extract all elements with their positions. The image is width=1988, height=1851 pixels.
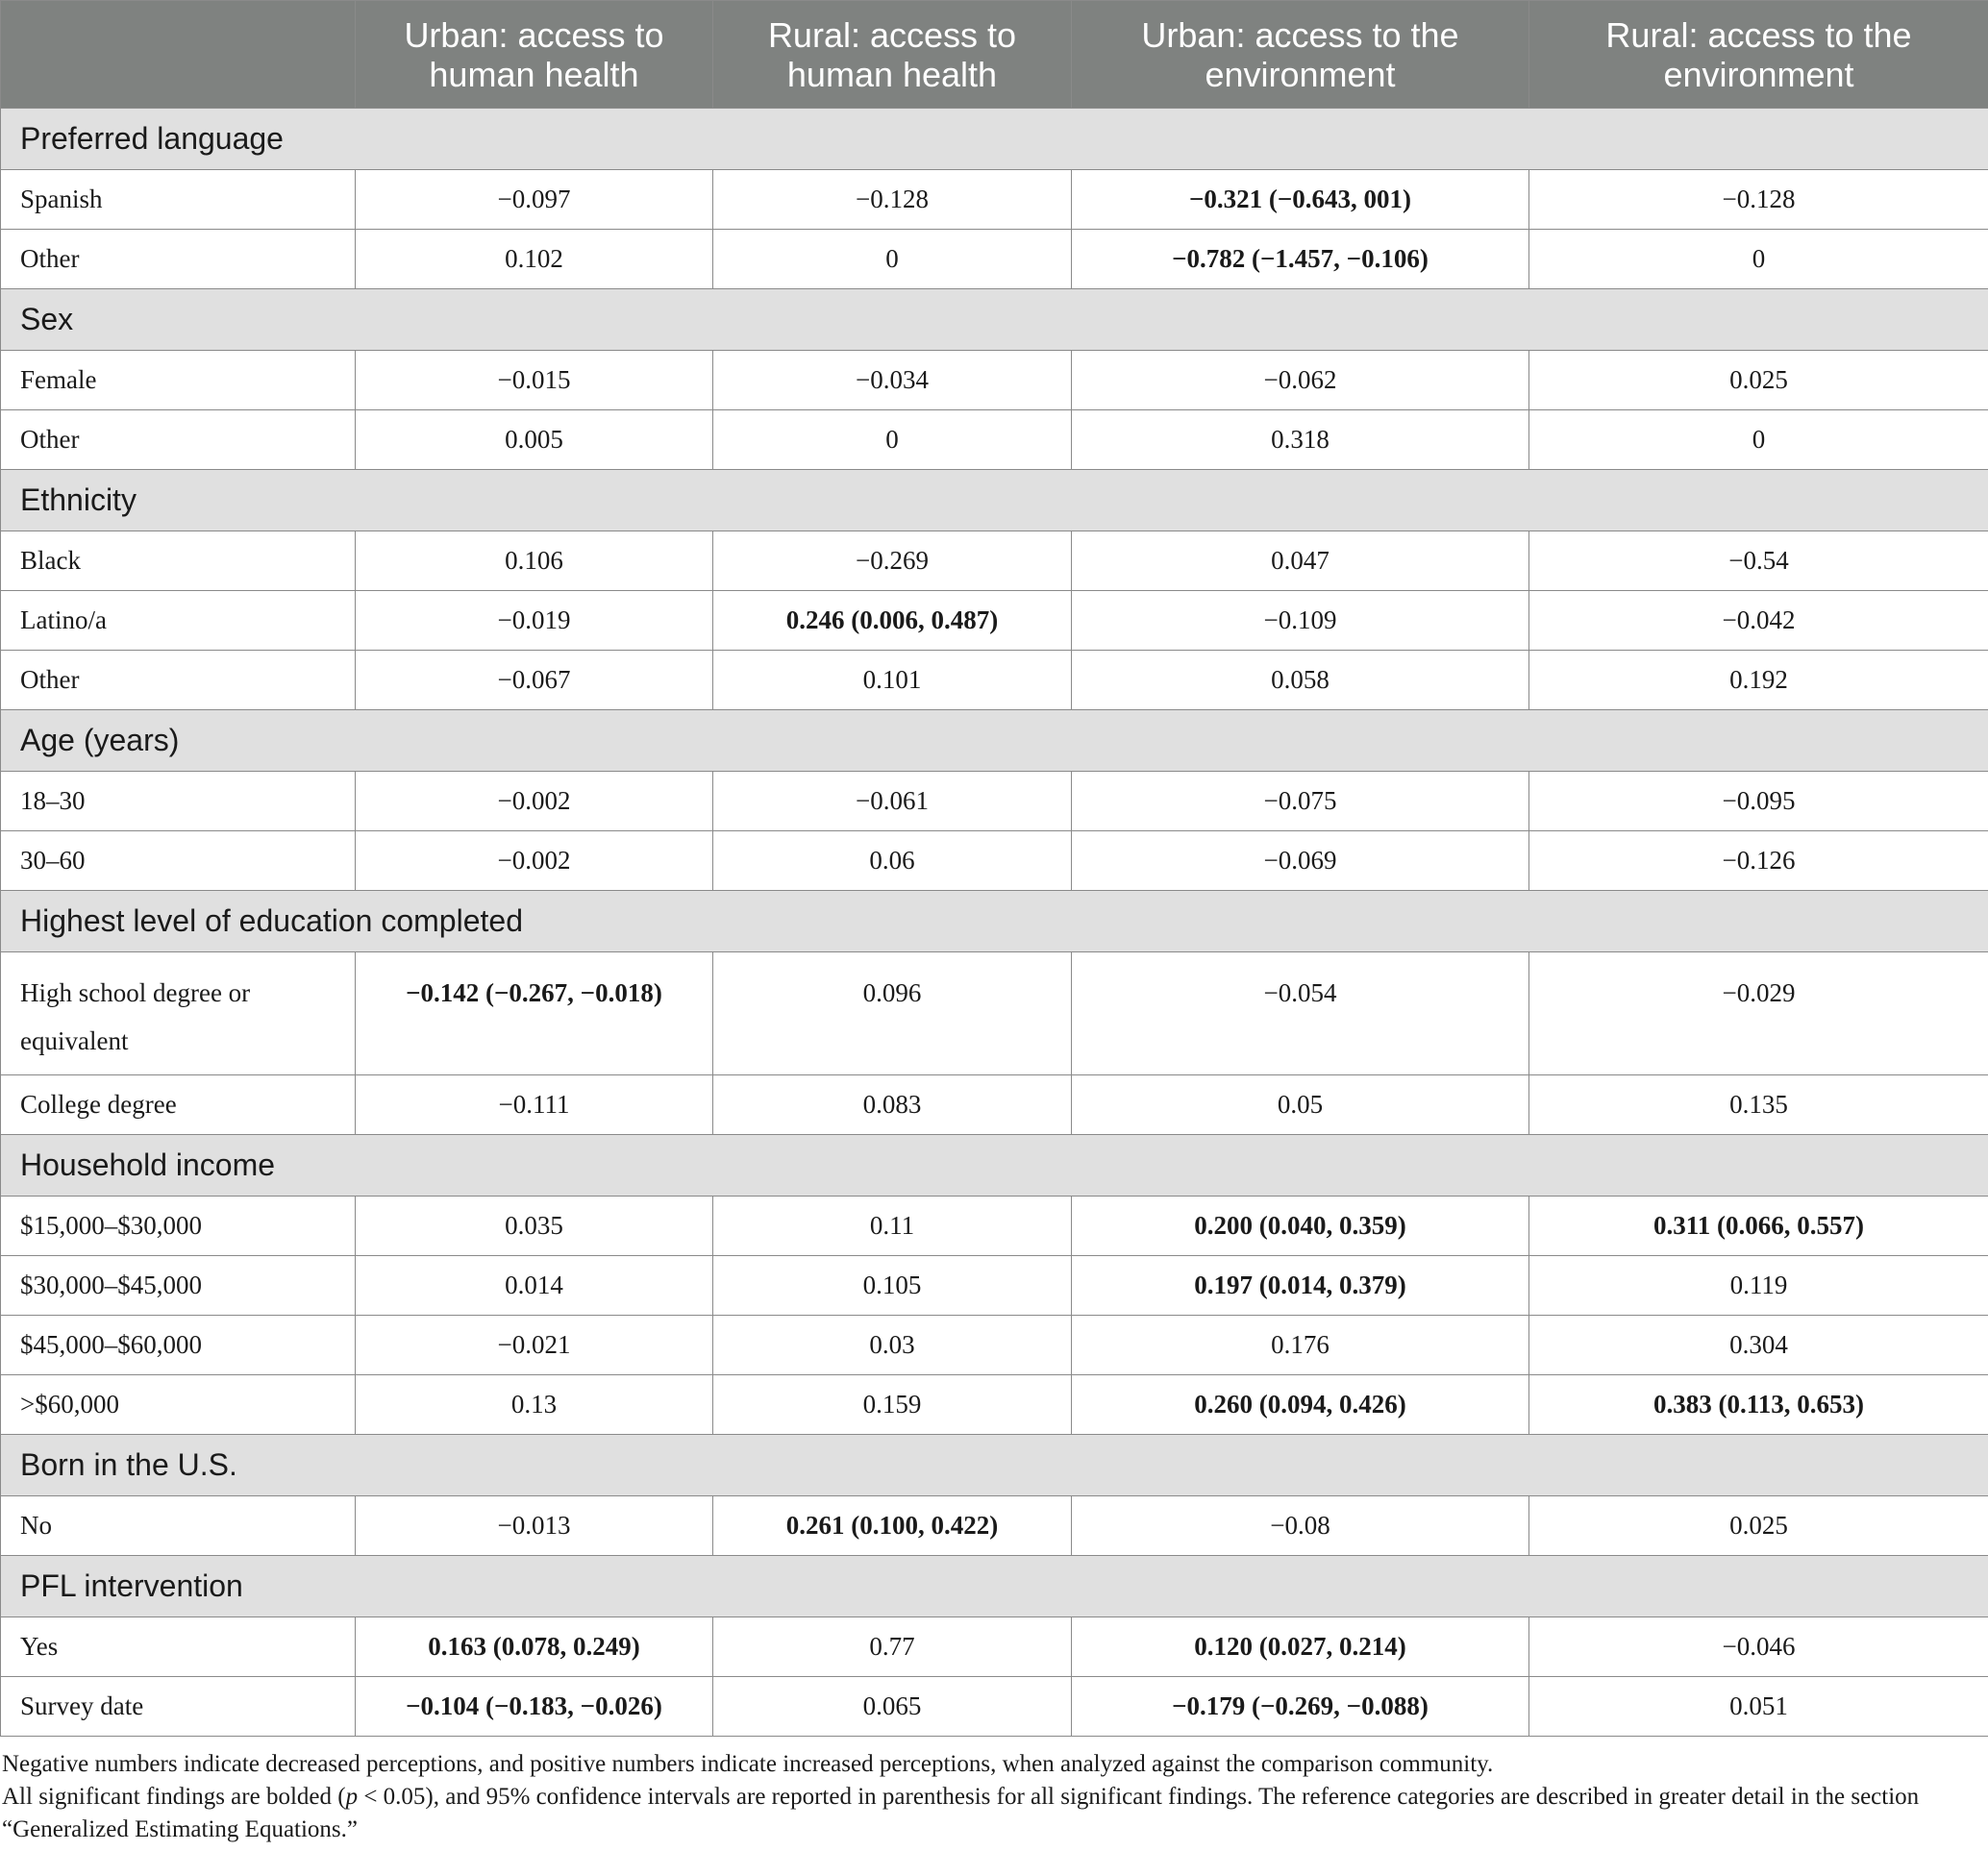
section-header-row bbox=[1, 710, 1988, 772]
value-cell: 0.163 (0.078, 0.249) bbox=[356, 1617, 713, 1677]
section-header-row bbox=[1, 1435, 1988, 1496]
value-cell: 0 bbox=[1529, 230, 1988, 289]
value-cell: 0.101 bbox=[713, 651, 1072, 710]
section-header-row bbox=[1, 1135, 1988, 1197]
table-row bbox=[1, 1617, 1988, 1677]
value-cell: 0.025 bbox=[1529, 351, 1988, 410]
value-cell: 0.025 bbox=[1529, 1496, 1988, 1556]
value-cell: −0.08 bbox=[1072, 1496, 1529, 1556]
header-rural-human-health: Rural: access to human health bbox=[713, 1, 1072, 109]
table-row bbox=[1, 531, 1988, 591]
value-cell: −0.013 bbox=[356, 1496, 713, 1556]
value-cell: −0.042 bbox=[1529, 591, 1988, 651]
value-cell: 0.083 bbox=[713, 1075, 1072, 1135]
value-cell: 0.11 bbox=[713, 1197, 1072, 1256]
value-cell: −0.054 bbox=[1072, 952, 1529, 1075]
value-cell: −0.019 bbox=[356, 591, 713, 651]
row-label: Latino/a bbox=[1, 591, 356, 651]
header-row bbox=[1, 1, 1988, 109]
table-row bbox=[1, 1375, 1988, 1435]
header-corner-cell bbox=[1, 1, 356, 109]
value-cell: 0 bbox=[713, 410, 1072, 470]
value-cell: 0.135 bbox=[1529, 1075, 1988, 1135]
row-label: Black bbox=[1, 531, 356, 591]
value-cell: −0.128 bbox=[713, 170, 1072, 230]
row-label: 30–60 bbox=[1, 831, 356, 891]
value-cell: 0 bbox=[1529, 410, 1988, 470]
footnote-2-p-symbol: p bbox=[345, 1784, 359, 1810]
table-row bbox=[1, 1075, 1988, 1135]
value-cell: −0.015 bbox=[356, 351, 713, 410]
value-cell: −0.069 bbox=[1072, 831, 1529, 891]
row-label: >$60,000 bbox=[1, 1375, 356, 1435]
value-cell: −0.046 bbox=[1529, 1617, 1988, 1677]
value-cell: 0.035 bbox=[356, 1197, 713, 1256]
value-cell: 0.005 bbox=[356, 410, 713, 470]
value-cell: 0.197 (0.014, 0.379) bbox=[1072, 1256, 1529, 1316]
row-label: Spanish bbox=[1, 170, 356, 230]
value-cell: 0.05 bbox=[1072, 1075, 1529, 1135]
section-title: Age (years) bbox=[1, 710, 1988, 772]
row-label: $30,000–$45,000 bbox=[1, 1256, 356, 1316]
section-title: Highest level of education completed bbox=[1, 891, 1988, 952]
value-cell: −0.061 bbox=[713, 772, 1072, 831]
table-header bbox=[1, 1, 1988, 109]
row-label: No bbox=[1, 1496, 356, 1556]
value-cell: 0.105 bbox=[713, 1256, 1072, 1316]
table-row bbox=[1, 1256, 1988, 1316]
value-cell: −0.034 bbox=[713, 351, 1072, 410]
value-cell: 0.176 bbox=[1072, 1316, 1529, 1375]
value-cell: 0.102 bbox=[356, 230, 713, 289]
value-cell: −0.002 bbox=[356, 831, 713, 891]
footnote-2-part-a: All significant findings are bolded ( bbox=[2, 1784, 346, 1810]
value-cell: −0.067 bbox=[356, 651, 713, 710]
value-cell: 0.383 (0.113, 0.653) bbox=[1529, 1375, 1988, 1435]
header-urban-environment: Urban: access to the environment bbox=[1072, 1, 1529, 109]
row-label: $45,000–$60,000 bbox=[1, 1316, 356, 1375]
row-label: Other bbox=[1, 651, 356, 710]
table-row bbox=[1, 952, 1988, 1075]
section-title: Sex bbox=[1, 289, 1988, 351]
value-cell: −0.321 (−0.643, 001) bbox=[1072, 170, 1529, 230]
value-cell: 0.318 bbox=[1072, 410, 1529, 470]
section-title: Ethnicity bbox=[1, 470, 1988, 531]
section-header-row bbox=[1, 289, 1988, 351]
row-label: $15,000–$30,000 bbox=[1, 1197, 356, 1256]
table-row bbox=[1, 651, 1988, 710]
table-row bbox=[1, 1496, 1988, 1556]
value-cell: 0.014 bbox=[356, 1256, 713, 1316]
table-row bbox=[1, 410, 1988, 470]
table-body bbox=[1, 109, 1988, 1737]
section-header-row bbox=[1, 109, 1988, 170]
footnote-2 bbox=[2, 1781, 1988, 1846]
value-cell: 0.03 bbox=[713, 1316, 1072, 1375]
table-row bbox=[1, 772, 1988, 831]
value-cell: 0.246 (0.006, 0.487) bbox=[713, 591, 1072, 651]
table-row bbox=[1, 591, 1988, 651]
value-cell: −0.111 bbox=[356, 1075, 713, 1135]
header-urban-human-health: Urban: access to human health bbox=[356, 1, 713, 109]
section-header-row bbox=[1, 891, 1988, 952]
value-cell: 0.304 bbox=[1529, 1316, 1988, 1375]
row-label: College degree bbox=[1, 1075, 356, 1135]
section-title: PFL intervention bbox=[1, 1556, 1988, 1617]
row-label: Survey date bbox=[1, 1677, 356, 1737]
table-row bbox=[1, 230, 1988, 289]
row-label: Female bbox=[1, 351, 356, 410]
value-cell: −0.002 bbox=[356, 772, 713, 831]
table-row bbox=[1, 1197, 1988, 1256]
value-cell: 0.192 bbox=[1529, 651, 1988, 710]
footnote-2-part-b: < 0.05), and 95% confidence intervals are reported in parenthesis for all significant findings. The reference categories are described in greater detail in the section “Generalized Estimating Equations.” bbox=[2, 1784, 1920, 1842]
value-cell: 0.065 bbox=[713, 1677, 1072, 1737]
row-label: Other bbox=[1, 230, 356, 289]
value-cell: 0.311 (0.066, 0.557) bbox=[1529, 1197, 1988, 1256]
value-cell: −0.782 (−1.457, −0.106) bbox=[1072, 230, 1529, 289]
value-cell: 0.106 bbox=[356, 531, 713, 591]
value-cell: −0.126 bbox=[1529, 831, 1988, 891]
section-header-row bbox=[1, 1556, 1988, 1617]
value-cell: 0.260 (0.094, 0.426) bbox=[1072, 1375, 1529, 1435]
value-cell: 0.047 bbox=[1072, 531, 1529, 591]
row-label: Other bbox=[1, 410, 356, 470]
section-title: Household income bbox=[1, 1135, 1988, 1197]
value-cell: −0.142 (−0.267, −0.018) bbox=[356, 952, 713, 1075]
value-cell: −0.075 bbox=[1072, 772, 1529, 831]
footnote-1: Negative numbers indicate decreased perceptions, and positive numbers indicate increased perceptions, when analyzed against the comparison community. bbox=[2, 1751, 1494, 1777]
value-cell: −0.097 bbox=[356, 170, 713, 230]
value-cell: −0.179 (−0.269, −0.088) bbox=[1072, 1677, 1529, 1737]
value-cell: 0.06 bbox=[713, 831, 1072, 891]
value-cell: 0.120 (0.027, 0.214) bbox=[1072, 1617, 1529, 1677]
value-cell: 0.051 bbox=[1529, 1677, 1988, 1737]
value-cell: 0.77 bbox=[713, 1617, 1072, 1677]
value-cell: −0.54 bbox=[1529, 531, 1988, 591]
value-cell: −0.095 bbox=[1529, 772, 1988, 831]
row-label: High school degree or equivalent bbox=[1, 952, 356, 1075]
row-label: 18–30 bbox=[1, 772, 356, 831]
value-cell: −0.269 bbox=[713, 531, 1072, 591]
section-title: Preferred language bbox=[1, 109, 1988, 170]
value-cell: 0 bbox=[713, 230, 1072, 289]
row-label: Yes bbox=[1, 1617, 356, 1677]
table-footnotes bbox=[0, 1737, 1988, 1846]
value-cell: −0.104 (−0.183, −0.026) bbox=[356, 1677, 713, 1737]
table-row bbox=[1, 831, 1988, 891]
value-cell: 0.13 bbox=[356, 1375, 713, 1435]
value-cell: 0.058 bbox=[1072, 651, 1529, 710]
value-cell: 0.200 (0.040, 0.359) bbox=[1072, 1197, 1529, 1256]
table-row bbox=[1, 1677, 1988, 1737]
section-title: Born in the U.S. bbox=[1, 1435, 1988, 1496]
value-cell: 0.096 bbox=[713, 952, 1072, 1075]
header-rural-environment: Rural: access to the environment bbox=[1529, 1, 1988, 109]
section-header-row bbox=[1, 470, 1988, 531]
table-row bbox=[1, 351, 1988, 410]
value-cell: 0.119 bbox=[1529, 1256, 1988, 1316]
value-cell: −0.109 bbox=[1072, 591, 1529, 651]
value-cell: −0.021 bbox=[356, 1316, 713, 1375]
value-cell: 0.159 bbox=[713, 1375, 1072, 1435]
value-cell: −0.128 bbox=[1529, 170, 1988, 230]
table-row bbox=[1, 1316, 1988, 1375]
value-cell: −0.029 bbox=[1529, 952, 1988, 1075]
value-cell: −0.062 bbox=[1072, 351, 1529, 410]
table-row bbox=[1, 170, 1988, 230]
value-cell: 0.261 (0.100, 0.422) bbox=[713, 1496, 1072, 1556]
